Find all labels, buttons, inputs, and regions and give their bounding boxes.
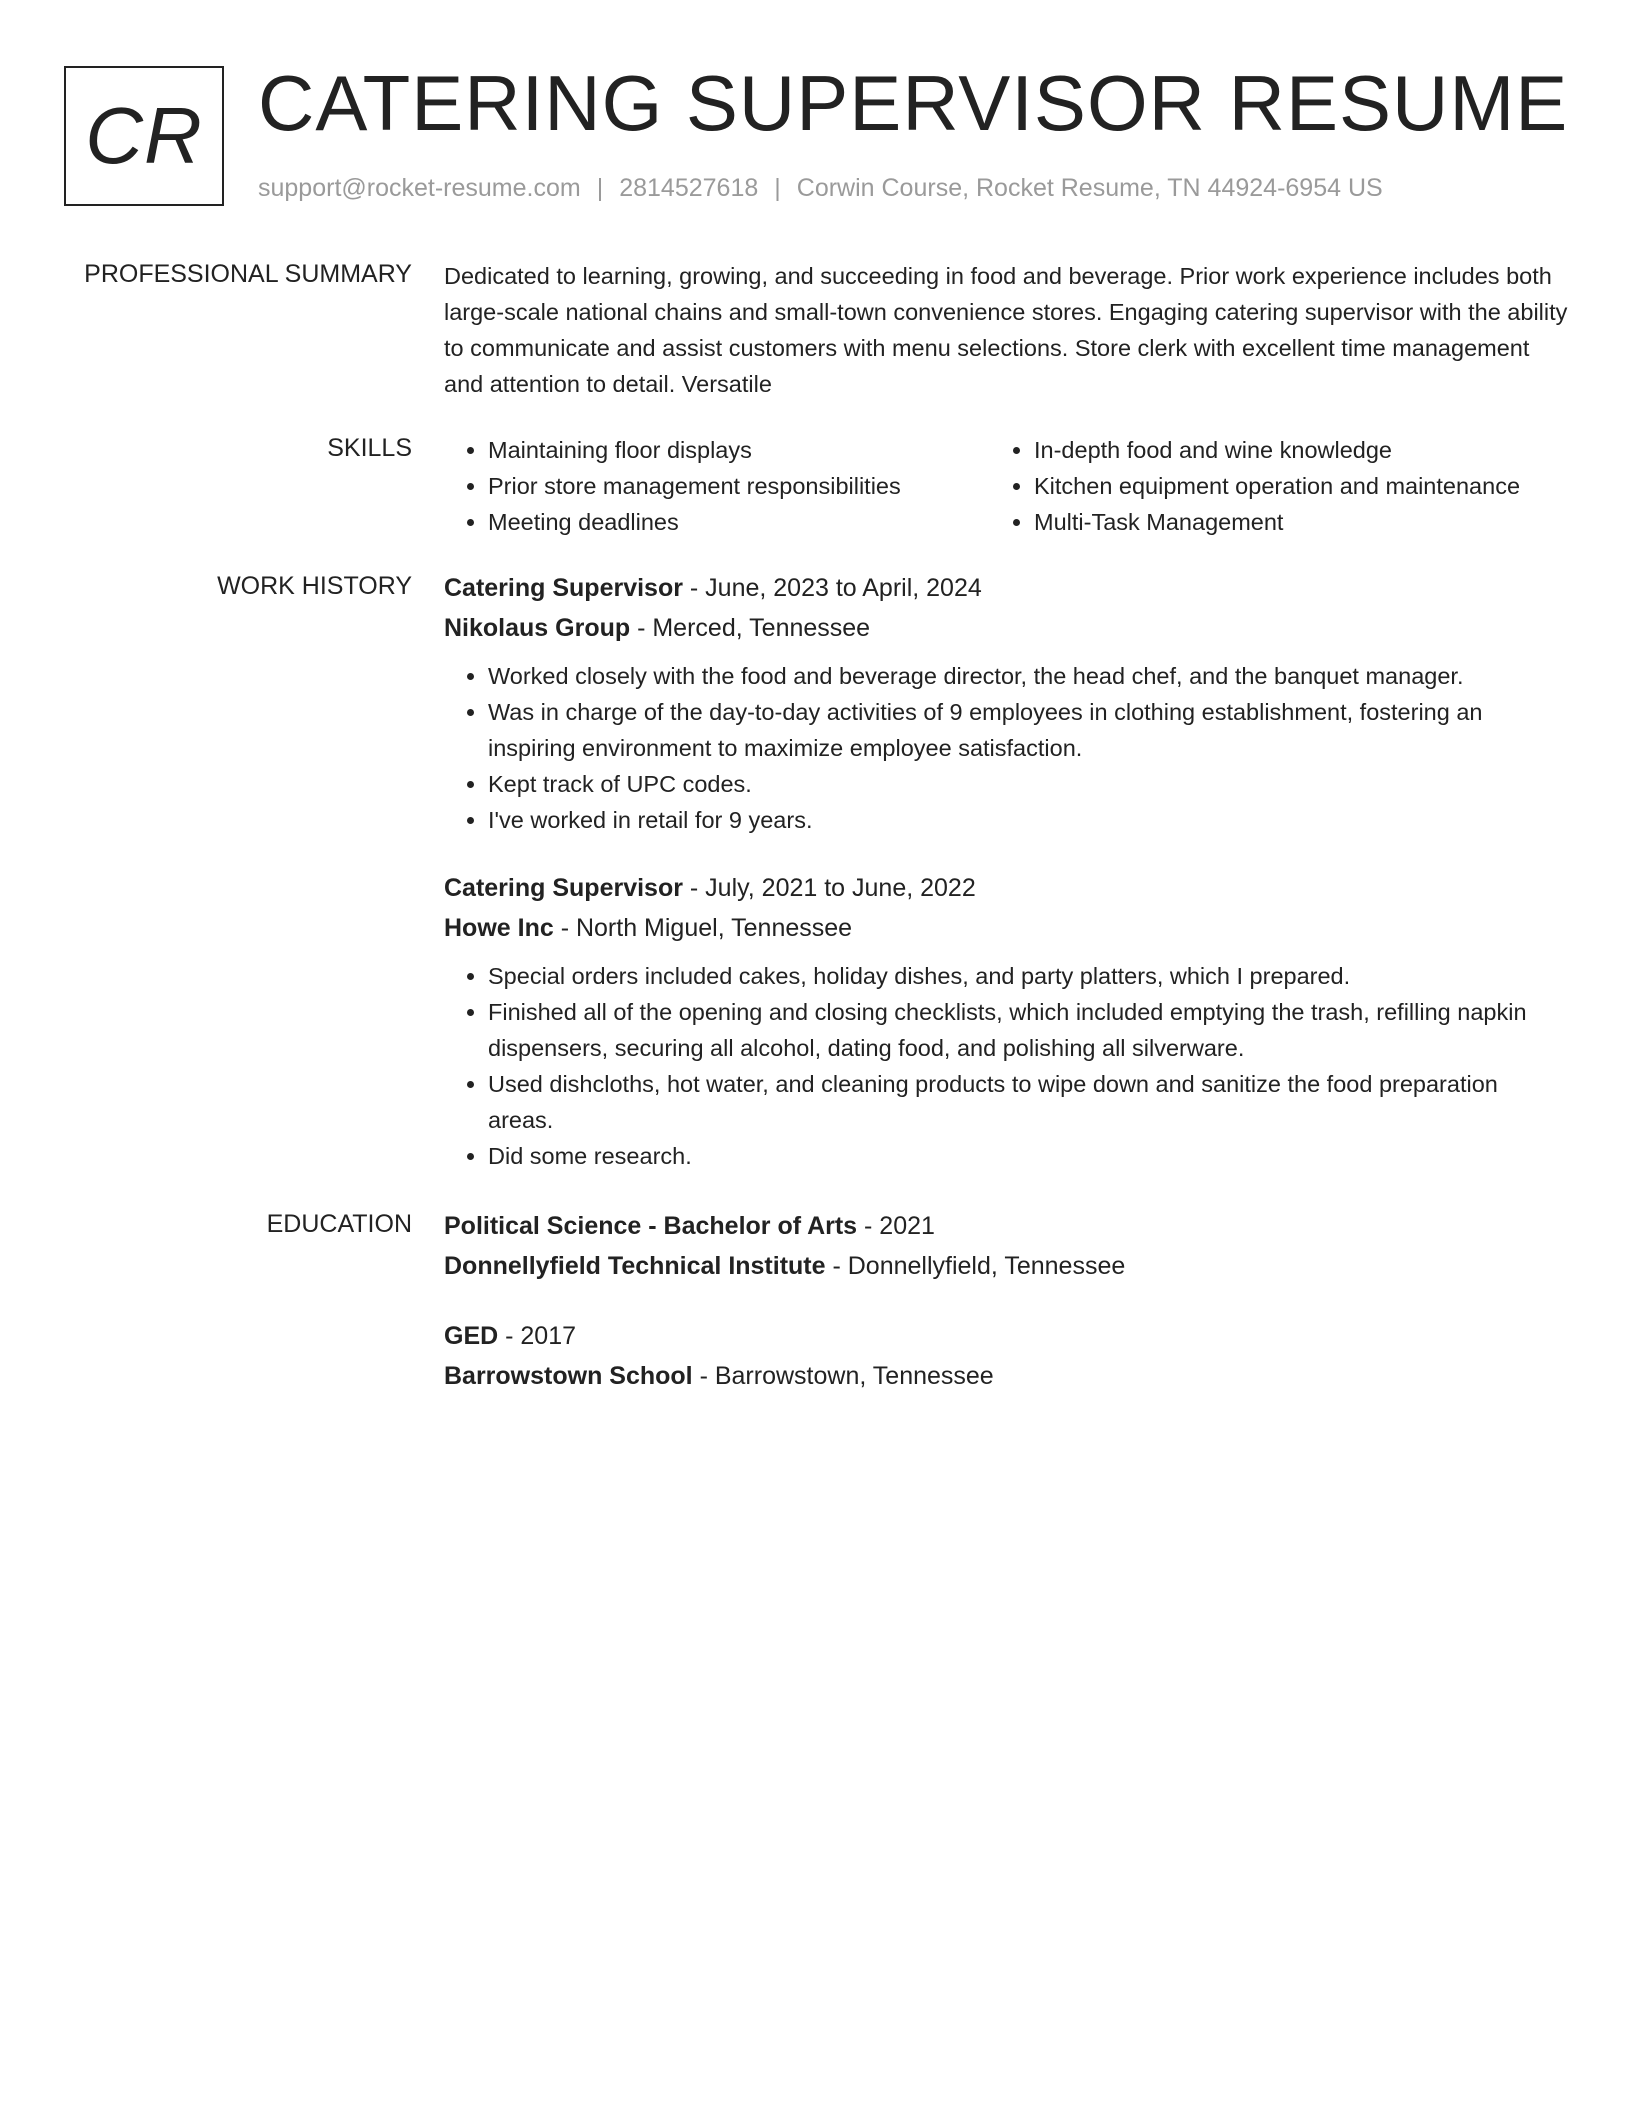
contact-phone: 2814527618 xyxy=(619,174,759,202)
job-dates: - July, 2021 to June, 2022 xyxy=(682,874,976,902)
job-bullet: • I've worked in retail for 9 years. xyxy=(488,802,1568,838)
contact-separator: | xyxy=(596,174,604,202)
edu-degree: GED xyxy=(444,1322,499,1350)
job-bullet: • Finished all of the opening and closing checklists, which included emptying the trash, refilling napkin dispensers, securing all alcohol, dating food, and polishing all silverware. xyxy=(488,994,1568,1066)
education-body xyxy=(444,1206,1568,1396)
edu-degree-line xyxy=(444,1316,1568,1356)
skill-item: • Multi-Task Management xyxy=(1034,504,1536,540)
edu-year: - 2017 xyxy=(498,1322,577,1350)
skill-item: • Kitchen equipment operation and maintenance xyxy=(1034,468,1536,504)
edu-school: Barrowstown School xyxy=(444,1362,693,1390)
skills-list-left xyxy=(444,432,990,540)
skills-list-right xyxy=(990,432,1536,540)
edu-degree-line xyxy=(444,1206,1568,1246)
skill-item: • In-depth food and wine knowledge xyxy=(1034,432,1536,468)
monogram: CR xyxy=(64,66,224,206)
job-bullet: • Special orders included cakes, holiday dishes, and party platters, which I prepared. xyxy=(488,958,1568,994)
skills-body xyxy=(444,432,1568,540)
page-title: CATERING SUPERVISOR RESUME xyxy=(258,59,1569,147)
edu-location: - Donnellyfield, Tennessee xyxy=(825,1252,1126,1280)
job-location: - North Miguel, Tennessee xyxy=(553,914,853,942)
section-label-skills: SKILLS xyxy=(327,434,412,462)
education-entry xyxy=(444,1316,1568,1396)
job-company: Nikolaus Group xyxy=(444,614,631,642)
job-location: - Merced, Tennessee xyxy=(630,614,871,642)
edu-location: - Barrowstown, Tennessee xyxy=(692,1362,994,1390)
job-bullet: • Used dishcloths, hot water, and cleaning products to wipe down and sanitize the food preparation areas. xyxy=(488,1066,1568,1138)
job-company-line xyxy=(444,908,1568,948)
job-bullets xyxy=(444,658,1568,838)
job-entry xyxy=(444,568,1568,838)
job-company: Howe Inc xyxy=(444,914,554,942)
edu-school-line xyxy=(444,1356,1568,1396)
skill-item: • Prior store management responsibilities xyxy=(488,468,990,504)
edu-year: - 2021 xyxy=(857,1212,935,1240)
job-bullet: • Was in charge of the day-to-day activities of 9 employees in clothing establishment, fostering an inspiring environment to maximize employee satisfaction. xyxy=(488,694,1568,766)
edu-degree: Political Science - Bachelor of Arts xyxy=(444,1212,858,1240)
job-bullets xyxy=(444,958,1568,1174)
contact-email: support@rocket-resume.com xyxy=(258,174,581,202)
job-entry xyxy=(444,868,1568,1174)
contact-line xyxy=(258,174,1383,203)
job-bullet: • Worked closely with the food and beverage director, the head chef, and the banquet manager. xyxy=(488,658,1568,694)
work-body xyxy=(444,568,1568,1174)
job-bullet: • Kept track of UPC codes. xyxy=(488,766,1568,802)
job-bullet: • Did some research. xyxy=(488,1138,1568,1174)
skill-item: • Maintaining floor displays xyxy=(488,432,990,468)
job-title-line xyxy=(444,568,1568,608)
section-label-summary: PROFESSIONAL SUMMARY xyxy=(84,260,412,288)
contact-separator: | xyxy=(774,174,781,202)
job-title: Catering Supervisor xyxy=(444,874,683,902)
edu-school-line xyxy=(444,1246,1568,1286)
contact-address: Corwin Course, Rocket Resume, TN 44924-6954 US xyxy=(796,174,1383,202)
job-title-line xyxy=(444,868,1568,908)
job-title: Catering Supervisor xyxy=(444,574,683,602)
summary-body xyxy=(444,258,1568,402)
skill-item: • Meeting deadlines xyxy=(488,504,990,540)
job-company-line xyxy=(444,608,1568,648)
edu-school: Donnellyfield Technical Institute xyxy=(444,1252,826,1280)
section-label-education: EDUCATION xyxy=(266,1210,412,1238)
job-dates: - June, 2023 to April, 2024 xyxy=(682,574,982,602)
summary-text: Dedicated to learning, growing, and succeeding in food and beverage. Prior work experience includes both large-scale national chains and small-town convenience stores. Engaging catering supervisor with the ability to communicate and assist customers with menu selections. Store clerk with excellent time management and attention to detail. Versatile xyxy=(444,263,1568,397)
education-entry xyxy=(444,1206,1568,1286)
skills-columns xyxy=(444,432,1568,540)
section-label-work: WORK HISTORY xyxy=(217,572,412,600)
